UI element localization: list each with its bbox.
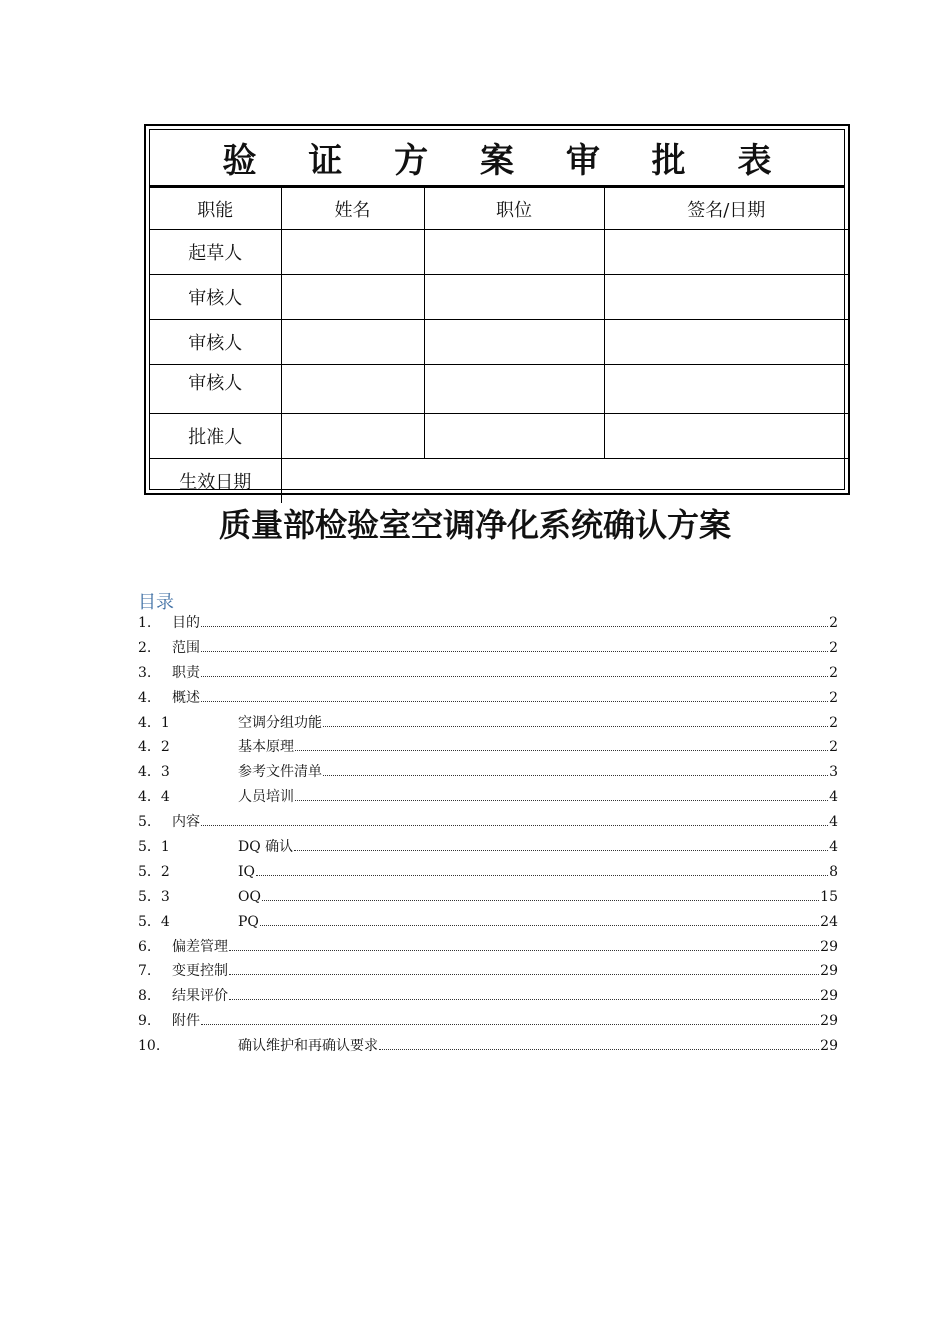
toc-entry[interactable] [138, 712, 838, 737]
toc-entry[interactable] [138, 612, 838, 637]
toc-entry-page: 29 [820, 1038, 838, 1055]
approval-row-drafter [150, 230, 848, 275]
toc-entry-number: 4．3 [138, 764, 170, 781]
toc-entry-page: 24 [820, 913, 838, 930]
toc-entry-label: 参考文件清单 [238, 764, 322, 781]
toc-entry-number: 4．1 [138, 714, 170, 731]
signature-cell[interactable] [604, 414, 848, 459]
toc-entry-page: 2 [829, 739, 838, 756]
toc-entry-label: 确认维护和再确认要求 [238, 1038, 378, 1055]
toc-entry[interactable] [138, 960, 838, 985]
toc-entry[interactable] [138, 861, 838, 886]
name-cell[interactable] [281, 320, 424, 365]
position-cell[interactable] [424, 275, 604, 320]
toc-entry-number: 5. [138, 814, 152, 831]
role-cell: 审核人 [150, 320, 281, 365]
toc-entry[interactable] [138, 736, 838, 761]
approval-table-frame [144, 124, 850, 495]
toc-entry-number: 5．1 [138, 839, 170, 856]
toc-entry-number: 5．2 [138, 863, 170, 880]
toc-entry-number: 2. [138, 639, 152, 656]
toc-entry-number: 5．4 [138, 913, 170, 930]
toc-entry-label: 附件 [172, 1013, 200, 1030]
toc-entry-label: 基本原理 [238, 739, 294, 756]
toc-leader-dots [229, 973, 819, 975]
toc-entry-number: 9. [138, 1013, 152, 1030]
toc-entry-label: PQ [238, 913, 259, 930]
toc-entry-number: 4．4 [138, 789, 170, 806]
approval-row-effective-date [150, 459, 848, 504]
position-cell[interactable] [424, 320, 604, 365]
toc-entry-page: 29 [820, 1013, 838, 1030]
toc-leader-dots [201, 700, 828, 702]
toc-leader-dots [256, 874, 828, 876]
toc-leader-dots [201, 675, 828, 677]
toc-entry[interactable] [138, 886, 838, 911]
toc-entry-label: 范围 [172, 639, 200, 656]
toc-leader-dots [201, 1023, 819, 1025]
toc-entry-page: 8 [829, 863, 838, 880]
toc-entry-label: 概述 [172, 689, 200, 706]
approval-table-inner-frame [149, 129, 845, 493]
toc-entry-page: 2 [829, 714, 838, 731]
name-cell[interactable] [281, 275, 424, 320]
approval-table-title: 验 证 方 案 审 批 表 [222, 141, 792, 181]
toc-entry-page: 2 [829, 664, 838, 681]
toc-entry-label: 目的 [172, 615, 200, 631]
toc-entry-number: 4. [138, 689, 152, 706]
toc-leader-dots [201, 625, 828, 627]
position-cell[interactable] [424, 230, 604, 275]
toc-entry-label: 结果评价 [172, 988, 228, 1005]
toc-entry-page: 4 [829, 839, 838, 856]
toc-entry-label: 职责 [172, 664, 200, 681]
approval-row-reviewer [150, 320, 848, 365]
toc-entry[interactable] [138, 786, 838, 811]
toc-leader-dots [201, 824, 828, 826]
toc-entry[interactable] [138, 985, 838, 1010]
toc-entry-label: IQ [238, 863, 256, 880]
toc-entry[interactable] [138, 662, 838, 687]
signature-cell[interactable] [604, 320, 848, 365]
toc-entry-page: 2 [829, 689, 838, 706]
header-signature-date: 签名/日期 [604, 188, 848, 230]
toc-leader-dots [201, 650, 828, 652]
table-of-contents [138, 612, 838, 1060]
toc-entry-label: 偏差管理 [172, 938, 228, 955]
toc-entry-number: 10. [138, 1038, 161, 1055]
toc-entry[interactable] [138, 761, 838, 786]
toc-leader-dots [294, 849, 828, 851]
toc-entry-label: OQ [238, 888, 261, 905]
toc-entry[interactable] [138, 936, 838, 961]
toc-entry-page: 4 [829, 789, 838, 806]
name-cell[interactable] [281, 414, 424, 459]
toc-leader-dots [229, 949, 819, 951]
approval-table [150, 188, 848, 503]
effective-date-cell[interactable] [281, 459, 848, 504]
toc-entry-label: 人员培训 [238, 789, 294, 806]
header-role: 职能 [150, 188, 281, 230]
position-cell[interactable] [424, 365, 604, 414]
toc-heading: 目录 [138, 592, 174, 613]
toc-leader-dots [295, 749, 828, 751]
toc-entry-page: 2 [829, 615, 838, 631]
toc-entry-page: 4 [829, 814, 838, 831]
toc-entry-label: 空调分组功能 [238, 714, 322, 731]
toc-leader-dots [323, 774, 828, 776]
toc-entry-number: 1. [138, 615, 152, 631]
toc-entry-page: 29 [820, 963, 838, 980]
toc-entry-number: 4．2 [138, 739, 170, 756]
toc-entry-number: 7. [138, 963, 152, 980]
toc-leader-dots [323, 725, 828, 727]
toc-entry-page: 29 [820, 988, 838, 1005]
header-name: 姓名 [281, 188, 424, 230]
header-position: 职位 [424, 188, 604, 230]
toc-leader-dots [379, 1048, 819, 1050]
name-cell[interactable] [281, 230, 424, 275]
toc-entry-number: 5．3 [138, 888, 170, 905]
toc-entry-number: 6. [138, 938, 152, 955]
toc-leader-dots [260, 924, 819, 926]
name-cell[interactable] [281, 365, 424, 414]
toc-entry-page: 15 [820, 888, 838, 905]
approval-row-reviewer [150, 365, 848, 414]
role-cell: 审核人 [150, 365, 281, 414]
toc-entry[interactable] [138, 1035, 838, 1060]
toc-entry-label: 变更控制 [172, 963, 228, 980]
toc-entry[interactable] [138, 811, 838, 836]
approval-row-reviewer [150, 275, 848, 320]
toc-entry-page: 29 [820, 938, 838, 955]
approval-header-row [150, 188, 848, 230]
toc-entry[interactable] [138, 637, 838, 662]
toc-entry[interactable] [138, 687, 838, 712]
toc-leader-dots [262, 899, 819, 901]
effective-date-label: 生效日期 [150, 459, 281, 504]
toc-entry-number: 8. [138, 988, 152, 1005]
toc-leader-dots [229, 998, 819, 1000]
toc-entry-page: 3 [829, 764, 838, 781]
toc-entry[interactable] [138, 911, 838, 936]
approval-row-approver [150, 414, 848, 459]
toc-leader-dots [295, 799, 828, 801]
role-cell: 起草人 [150, 230, 281, 275]
toc-entry[interactable] [138, 1010, 838, 1035]
role-cell: 审核人 [150, 275, 281, 320]
signature-cell[interactable] [604, 365, 848, 414]
role-cell: 批准人 [150, 414, 281, 459]
toc-entry-page: 2 [829, 639, 838, 656]
position-cell[interactable] [424, 414, 604, 459]
signature-cell[interactable] [604, 230, 848, 275]
toc-entry-label: DQ 确认 [238, 839, 294, 856]
toc-entry-label: 内容 [172, 814, 200, 831]
toc-entry-number: 3. [138, 664, 152, 681]
signature-cell[interactable] [604, 275, 848, 320]
toc-entry[interactable] [138, 836, 838, 861]
document-title: 质量部检验室空调净化系统确认方案 [218, 506, 731, 544]
